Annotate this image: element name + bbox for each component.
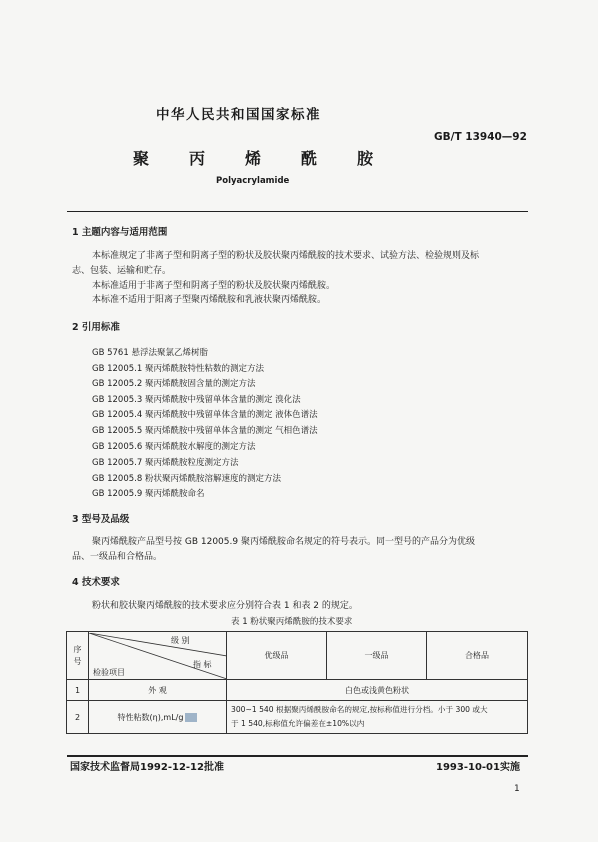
diag-index-label: 指 标 xyxy=(193,659,212,669)
table-cell-item: 外 观 xyxy=(89,680,227,701)
table-cell-item: 特性粘数(η),mL/g xyxy=(89,701,227,734)
table-cell-seq: 2 xyxy=(67,701,89,734)
header-rule xyxy=(67,211,528,212)
reference-item: GB 12005.8 粉状聚丙烯酰胺溶解速度的测定方法 xyxy=(92,474,281,484)
table-caption: 表 1 粉状聚丙烯酰胺的技术要求 xyxy=(231,617,353,627)
table-cell-seq: 1 xyxy=(67,680,89,701)
title-char: 丙 xyxy=(189,149,206,168)
section-1-paragraph: 本标准规定了非离子型和阴离子型的粉状及胶状聚丙烯酰胺的技术要求、试验方法、检验规则及标 xyxy=(92,251,480,261)
effective-date: 1993-10-01实施 xyxy=(436,762,520,773)
section-1-heading: 1 主题内容与适用范围 xyxy=(72,227,168,238)
section-3-heading: 3 型号及品级 xyxy=(72,514,130,525)
table-header-diagonal xyxy=(89,632,227,680)
reference-item: GB 5761 悬浮法聚氯乙烯树脂 xyxy=(92,348,208,358)
reference-item: GB 12005.4 聚丙烯酰胺中残留单体含量的测定 液体色谱法 xyxy=(92,410,318,420)
scan-mark-icon xyxy=(185,713,197,722)
section-1-paragraph: 本标准适用于非离子型和阴离子型的粉状及胶状聚丙烯酰胺。 xyxy=(92,281,336,291)
section-4-paragraph: 粉状和胶状聚丙烯酰胺的技术要求应分别符合表 1 和表 2 的规定。 xyxy=(92,601,358,611)
org-title: 中华人民共和国国家标准 xyxy=(156,107,321,123)
table-header-first: 一级品 xyxy=(327,632,427,680)
table-cell-value: 300~1 540 根据聚丙烯酰胺命名的规定,按标称值进行分档。小于 300 或大 于 1 540,标称值允许偏差在±10%以内 xyxy=(227,701,528,734)
table-row xyxy=(67,701,528,734)
english-title: Polyacrylamide xyxy=(216,176,290,186)
footer-rule xyxy=(67,755,528,757)
diag-grade-label: 级 别 xyxy=(171,635,190,645)
reference-item: GB 12005.9 聚丙烯酰胺命名 xyxy=(92,489,205,499)
reference-item: GB 12005.6 聚丙烯酰胺水解度的测定方法 xyxy=(92,442,256,452)
section-2-heading: 2 引用标准 xyxy=(72,322,120,333)
spec-table xyxy=(66,631,528,734)
table-header-row xyxy=(67,632,528,680)
reference-item: GB 12005.5 聚丙烯酰胺中残留单体含量的测定 气相色谱法 xyxy=(92,426,318,436)
page-number: 1 xyxy=(514,784,520,794)
reference-item: GB 12005.1 聚丙烯酰胺特性粘数的测定方法 xyxy=(92,364,264,374)
section-3-paragraph: 聚丙烯酰胺产品型号按 GB 12005.9 聚丙烯酰胺命名规定的符号表示。同一型号的产品分为优级 xyxy=(92,537,475,547)
issued-by: 国家技术监督局1992-12-12批准 xyxy=(70,762,224,773)
section-1-paragraph: 本标准不适用于阳离子型聚丙烯酰胺和乳液状聚丙烯酰胺。 xyxy=(92,295,327,305)
reference-item: GB 12005.7 聚丙烯酰胺粒度测定方法 xyxy=(92,458,239,468)
table-header-seq: 序号 xyxy=(67,632,89,680)
table-header-qualified: 合格品 xyxy=(427,632,528,680)
section-4-heading: 4 技术要求 xyxy=(72,577,120,588)
standard-code: GB/T 13940—92 xyxy=(434,131,527,143)
table-row xyxy=(67,680,528,701)
diag-item-label: 检验项目 xyxy=(93,667,125,677)
title-char: 酰 xyxy=(301,149,318,168)
title-char: 烯 xyxy=(245,149,262,168)
section-3-paragraph: 品、一级品和合格品。 xyxy=(72,552,163,562)
title-char: 聚 xyxy=(133,149,150,168)
reference-item: GB 12005.2 聚丙烯酰胺固含量的测定方法 xyxy=(92,379,256,389)
reference-item: GB 12005.3 聚丙烯酰胺中残留单体含量的测定 溴化法 xyxy=(92,395,301,405)
section-1-paragraph: 志、包装、运输和贮存。 xyxy=(72,266,172,276)
title-char: 胺 xyxy=(357,149,374,168)
table-header-excellent: 优级品 xyxy=(227,632,327,680)
table-cell-value: 白色或浅黄色粉状 xyxy=(227,680,528,701)
